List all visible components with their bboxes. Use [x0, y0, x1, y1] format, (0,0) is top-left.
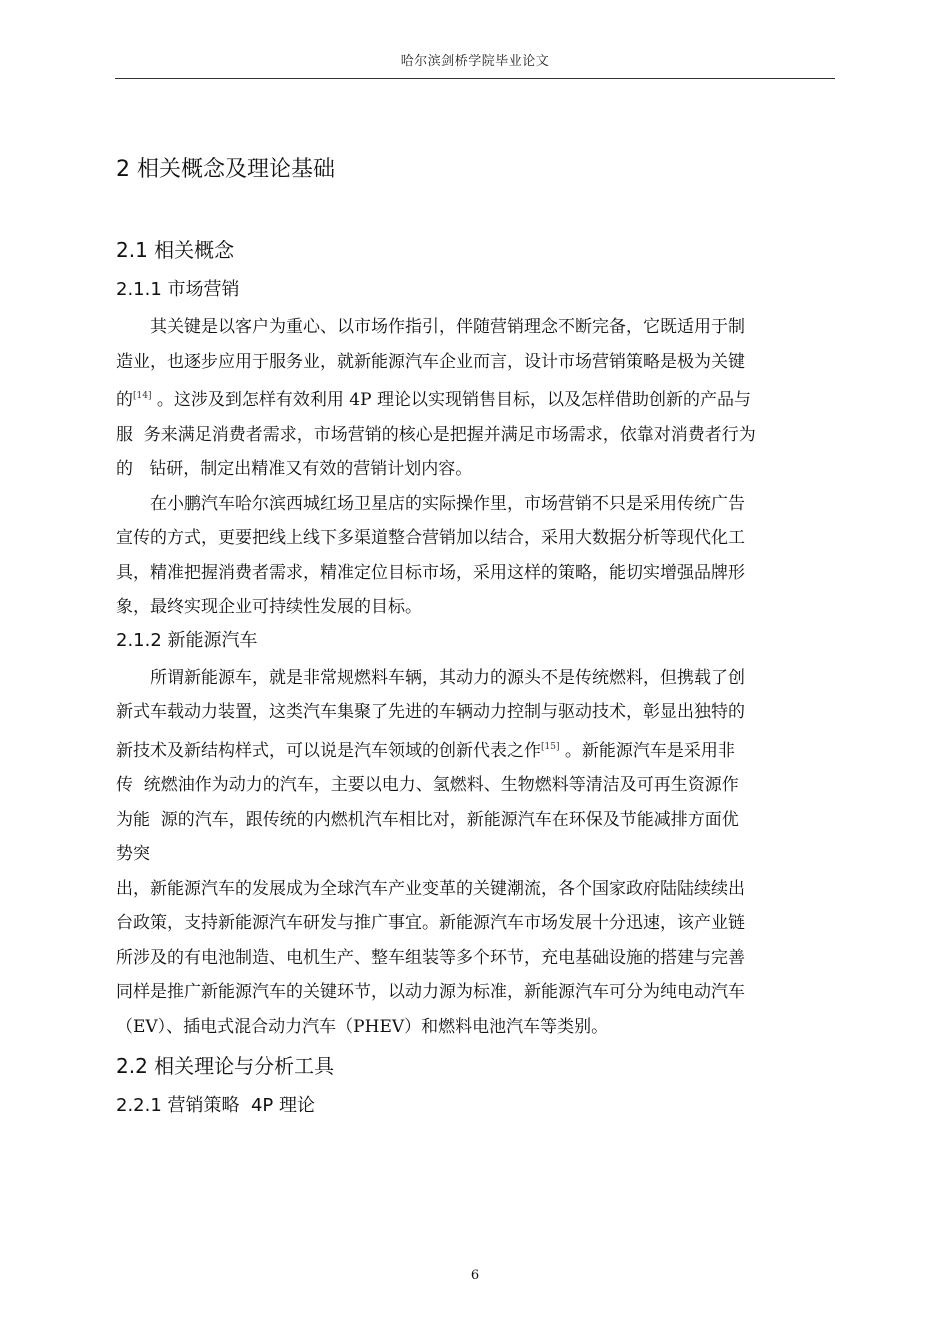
- text-line: 服 务来满足消费者需求，市场营销的核心是把握并满足市场需求，依靠对消费者行为: [116, 424, 756, 445]
- text-line: 宣传的方式，更要把线上线下多渠道整合营销加以结合，采用大数据分析等现代化工: [116, 528, 745, 548]
- citation-ref: [14]: [133, 391, 152, 401]
- text-line: 象，最终实现企业可持续性发展的目标。: [116, 597, 422, 617]
- text-line: 台政策，支持新能源汽车研发与推广事宜。新能源汽车市场发展十分迅速，该产业链: [116, 913, 745, 933]
- text-run: 的: [116, 390, 133, 410]
- text-line: 的 钻研，制定出精准又有效的营销计划内容。: [116, 459, 473, 479]
- text-line: 在小鹏汽车哈尔滨西城红场卫星店的实际操作里，市场营销不只是采用传统广告: [150, 493, 745, 514]
- text-line: 造业，也逐步应用于服务业，就新能源汽车企业而言，设计市场营销策略是极为关键: [116, 351, 745, 372]
- text-line: [116, 730, 836, 769]
- section-title-2-2: 2.2 相关理论与分析工具: [116, 1054, 335, 1078]
- page-number: 6: [470, 1268, 480, 1283]
- page-content: [116, 150, 836, 1122]
- text-line: 同样是推广新能源汽车的关键环节，以动力源为标准，新能源汽车可分为纯电动汽车: [116, 982, 745, 1002]
- text-line: 势突: [116, 844, 150, 864]
- chapter-title: 2 相关概念及理论基础: [116, 157, 335, 182]
- text-line: 新式车载动力装置，这类汽车集聚了先进的车辆动力控制与驱动技术，彰显出独特的: [116, 702, 745, 722]
- subsection-title-2-2-1: 2.2.1 营销策略 4P 理论: [116, 1095, 315, 1116]
- text-line: 所谓新能源车，就是非常规燃料车辆，其动力的源头不是传统燃料，但携载了创: [150, 667, 745, 688]
- running-header: 哈尔滨剑桥学院毕业论文: [400, 54, 550, 69]
- spacer: [116, 190, 836, 234]
- text-run: 新技术及新结构样式，可以说是汽车领域的创新代表之作: [116, 740, 541, 761]
- text-line: 其关键是以客户为重心、以市场作指引，伴随营销理念不断完备，它既适用于制: [150, 317, 745, 337]
- section-title-2-1: 2.1 相关概念: [116, 238, 235, 262]
- paragraph-nev: [116, 661, 836, 1045]
- citation-ref: [15]: [541, 741, 560, 752]
- subsection-title-2-1-1: 2.1.1 市场营销: [116, 279, 240, 300]
- text-line: 出，新能源汽车的发展成为全球汽车产业变革的关键潮流，各个国家政府陆陆续续出: [116, 878, 745, 899]
- text-line: （EV）、插电式混合动力汽车（PHEV）和燃料电池汽车等类别。: [116, 1016, 609, 1037]
- header-rule: [115, 78, 835, 79]
- text-line: 为能 源的汽车，跟传统的内燃机汽车相比对，新能源汽车在环保及节能减排方面优: [116, 809, 739, 830]
- paragraph-marketing-1: [116, 310, 836, 487]
- text-line: 传 统燃油作为动力的汽车，主要以电力、氢燃料、生物燃料等清洁及可再生资源作: [116, 775, 739, 795]
- text-line: [116, 379, 836, 418]
- subsection-title-2-1-2: 2.1.2 新能源汽车: [116, 629, 258, 651]
- text-run: 。新能源汽车是采用非: [559, 740, 735, 761]
- paragraph-marketing-2: [116, 487, 836, 625]
- text-run: 。这涉及到怎样有效利用 4P 理论以实现销售目标，以及怎样借助创新的产品与: [151, 390, 751, 410]
- text-line: 所涉及的有电池制造、电机生产、整车组装等多个环节，充电基础设施的搭建与完善: [116, 947, 745, 968]
- text-line: 具，精准把握消费者需求，精准定位目标市场，采用这样的策略，能切实增强品牌形: [116, 562, 745, 583]
